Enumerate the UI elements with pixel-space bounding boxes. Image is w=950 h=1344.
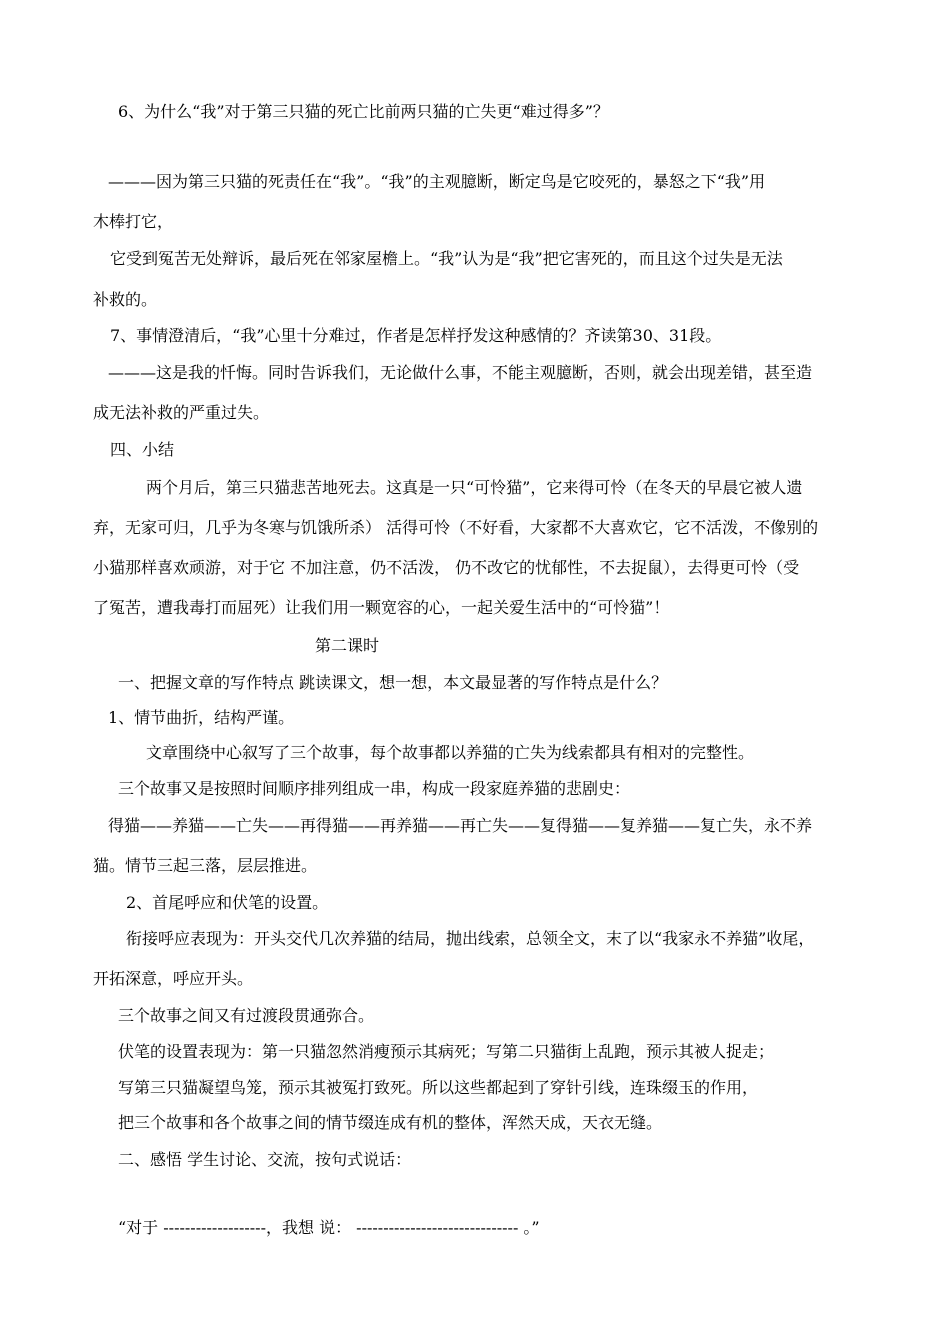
section-summary-heading: 四、小结 [110, 440, 175, 459]
answer-6-line-4: 补救的。 [93, 290, 158, 309]
feature-1-text-1: 文章围绕中心叙写了三个故事，每个故事都以养猫的亡失为线索都具有相对的完整性。 [146, 743, 755, 762]
feature-1-text-3: 得猫——养猫——亡失——再得猫——再养猫——再亡失——复得猫——复养猫——复亡失，永不养 [108, 816, 813, 835]
sentence-pattern-template: “对于 -------------------，我想 说： ------------------------------ 。” [118, 1218, 540, 1237]
summary-line-3: 小猫那样喜欢顽游，对于它 不加注意，仍不活泼， 仍不改它的忧郁性，不去捉鼠），去得更可怜（受 [93, 558, 800, 577]
answer-6-line-2: 木棒打它， [93, 212, 174, 231]
feature-2-text-1: 衔接呼应表现为：开头交代几次养猫的结局，抛出线索，总领全文，末了以“我家永不养猫”收尾， [126, 929, 815, 948]
answer-6-line-3: 它受到冤苦无处辩诉，最后死在邻家屋檐上。“我”认为是“我”把它害死的，而且这个过失是无法 [110, 249, 783, 268]
lesson-2-heading: 第二课时 [315, 636, 380, 655]
question-6: 6、为什么“我”对于第三只猫的死亡比前两只猫的亡失更“难过得多”？ [118, 102, 609, 121]
feature-1-title: 1、情节曲折，结构严谨。 [108, 708, 295, 727]
summary-line-2: 弃，无家可归，几乎为冬寒与饥饿所杀） 活得可怜（不好看，大家都不大喜欢它，它不活泼，不像别的 [93, 518, 819, 537]
answer-7-line-2: 成无法补救的严重过失。 [93, 403, 270, 422]
feature-2-title: 2、首尾呼应和伏笔的设置。 [126, 893, 329, 912]
feature-2-text-2: 开拓深意，呼应开头。 [93, 969, 254, 988]
feature-1-text-4: 猫。情节三起三落，层层推进。 [93, 856, 318, 875]
answer-7-line-1: ———这是我的忏悔。同时告诉我们，无论做什么事，不能主观臆断，否则，就会出现差错，甚至造 [108, 363, 813, 382]
feature-2-text-6: 把三个故事和各个故事之间的情节缀连成有机的整体，浑然天成，天衣无缝。 [118, 1113, 663, 1132]
summary-line-4: 了冤苦，遭我毒打而屈死）让我们用一颗宽容的心，一起关爱生活中的“可怜猫”！ [93, 598, 670, 617]
answer-6-line-1: ———因为第三只猫的死责任在“我”。“我”的主观臆断，断定鸟是它咬死的，暴怒之下“我”用 [108, 172, 766, 191]
feature-2-text-4: 伏笔的设置表现为：第一只猫忽然消瘦预示其病死；写第二只猫街上乱跑，预示其被人捉走； [118, 1042, 775, 1061]
writing-features-heading: 一、把握文章的写作特点 跳读课文，想一想，本文最显著的写作特点是什么？ [118, 673, 668, 692]
summary-line-1: 两个月后，第三只猫悲苦地死去。这真是一只“可怜猫”，它来得可怜（在冬天的早晨它被人遗 [146, 478, 803, 497]
insight-heading: 二、感悟 学生讨论、交流，按句式说话： [118, 1150, 412, 1169]
question-7: 7、事情澄清后，“我”心里十分难过，作者是怎样抒发这种感情的？齐读第30、31段。 [110, 326, 722, 345]
feature-2-text-5: 写第三只猫凝望鸟笼，预示其被冤打致死。所以这些都起到了穿针引线，连珠缀玉的作用， [118, 1078, 759, 1097]
feature-2-text-3: 三个故事之间又有过渡段贯通弥合。 [118, 1006, 375, 1025]
feature-1-text-2: 三个故事又是按照时间顺序排列组成一串，构成一段家庭养猫的悲剧史： [118, 779, 631, 798]
